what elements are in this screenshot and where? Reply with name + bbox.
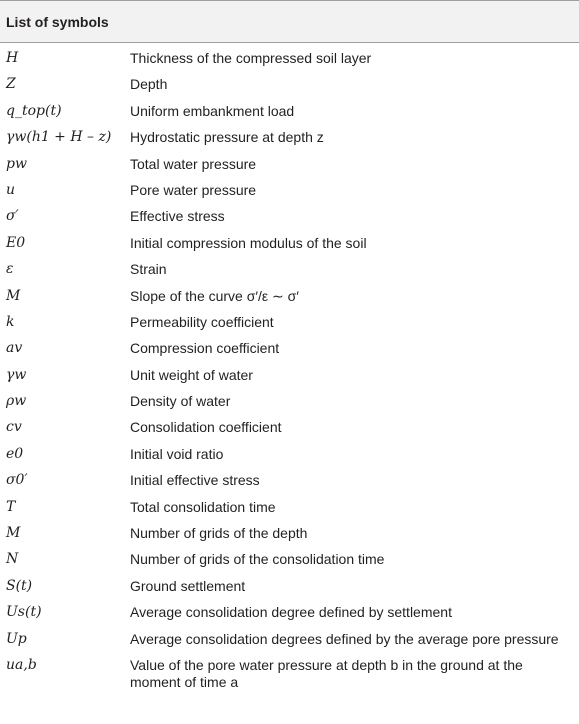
table-row — [0, 604, 579, 630]
description-cell: Permeability coefficient — [130, 313, 274, 330]
table-row — [0, 419, 579, 445]
table-row — [0, 235, 579, 261]
symbol-cell: cv — [6, 419, 22, 436]
table-row — [0, 631, 579, 657]
symbol-cell: q_top(t) — [6, 102, 62, 119]
table-row — [0, 314, 579, 340]
symbol-cell: av — [6, 340, 23, 357]
symbol-cell: σ0′ — [6, 472, 28, 489]
symbol-cell: pw — [6, 155, 27, 172]
symbol-cell: Z — [6, 76, 16, 93]
description-cell: Unit weight of water — [130, 366, 253, 383]
table-row — [0, 340, 579, 366]
description-cell: Total consolidation time — [130, 498, 276, 515]
description-cell: Ground settlement — [130, 577, 246, 594]
symbol-cell: Up — [6, 630, 27, 647]
symbol-cell: σ′ — [6, 208, 19, 225]
table-row — [0, 261, 579, 287]
table-row — [0, 50, 579, 76]
description-cell: Thickness of the compressed soil layer — [130, 50, 372, 66]
description-cell: Depth — [130, 76, 168, 93]
symbol-cell: H — [6, 50, 19, 66]
table-row — [0, 129, 579, 155]
symbol-cell: N — [6, 551, 19, 568]
table-row — [0, 657, 579, 691]
description-cell: Density of water — [130, 393, 231, 410]
table-row — [0, 103, 579, 129]
description-cell: Initial void ratio — [130, 445, 224, 462]
description-cell: Compression coefficient — [130, 340, 280, 357]
table-row — [0, 367, 579, 393]
symbol-cell: S(t) — [6, 577, 33, 594]
description-cell: Average consolidation degrees defined by the average pore pressure — [130, 630, 559, 647]
description-cell: Number of grids of the depth — [130, 525, 308, 542]
description-cell: Effective stress — [130, 208, 225, 225]
description-cell: Pore water pressure — [130, 181, 257, 198]
table-row — [0, 446, 579, 472]
symbol-cell: γw — [6, 366, 27, 383]
symbol-cell: ua,b — [6, 656, 37, 673]
table-title: List of symbols — [0, 0, 579, 43]
symbol-cell: M — [6, 287, 21, 304]
table-body — [0, 43, 579, 691]
symbol-cell: ρw — [6, 393, 27, 410]
symbol-cell: Us(t) — [6, 604, 42, 621]
symbol-cell: γw(h1 + H – z) — [6, 129, 112, 146]
description-cell: Uniform embankment load — [130, 102, 295, 119]
table-row — [0, 76, 579, 102]
symbol-cell: M — [6, 525, 21, 542]
description-cell: Average consolidation degree defined by settlement — [130, 604, 452, 621]
description-cell: Initial compression modulus of the soil — [130, 234, 367, 251]
symbol-cell: e0 — [6, 445, 24, 462]
table-row — [0, 393, 579, 419]
symbol-cell: k — [6, 313, 15, 330]
table-row — [0, 578, 579, 604]
table-row — [0, 208, 579, 234]
description-cell: Initial effective stress — [130, 472, 260, 489]
description-cell: Number of grids of the consolidation time — [130, 551, 385, 568]
symbol-cell: ε — [6, 261, 14, 278]
symbol-cell: u — [6, 181, 16, 198]
description-cell: Total water pressure — [130, 155, 257, 172]
description-cell: Consolidation coefficient — [130, 419, 282, 436]
table-row — [0, 182, 579, 208]
table-row — [0, 288, 579, 314]
table-row — [0, 499, 579, 525]
symbol-cell: T — [6, 498, 16, 515]
table-row — [0, 525, 579, 551]
description-cell: Hydrostatic pressure at depth z — [130, 129, 324, 146]
table-row — [0, 156, 579, 182]
description-cell: Value of the pore water pressure at depth b in the ground at the moment of time a — [130, 656, 523, 690]
description-cell: Slope of the curve σ′/ε ∼ σ′ — [130, 287, 299, 304]
table-row — [0, 472, 579, 498]
description-cell: Strain — [130, 261, 167, 278]
table-row — [0, 551, 579, 577]
symbol-cell: E0 — [6, 234, 26, 251]
